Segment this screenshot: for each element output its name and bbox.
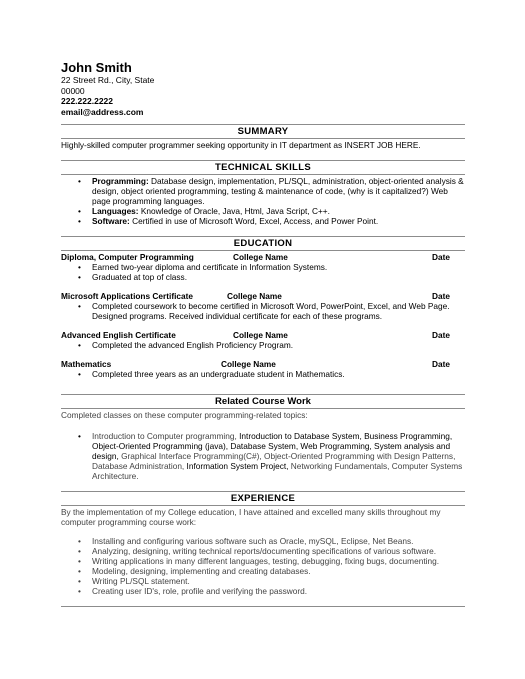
bullet-text: Creating user ID's, role, profile and verifying the password. [92,585,308,596]
bullet-text: Modeling, designing, implementing and creating databases. [92,565,311,576]
bullet-text: Completed the advanced English Proficiency Program. [92,339,294,350]
contact-block [61,75,154,117]
education-bullets [61,370,465,380]
college-label: College Name [233,329,288,340]
skills-item-software [61,217,465,227]
experience-title: EXPERIENCE [61,491,465,506]
education-section [61,236,465,380]
skills-label: Languages: [92,205,139,216]
bullet-text: Completed coursework to become certified in Microsoft Word, PowerPoint, Excel, and Web Page. Designed programs. Received individual certificate for each of these programs. [92,300,450,321]
education-entry [61,331,465,351]
skills-item-programming [61,177,465,207]
course-text: Information System Project, [186,460,289,471]
degree-label: Diploma, Computer Programming [61,252,194,262]
college-label: College Name [233,252,288,262]
bullet-icon: • [78,575,81,586]
bullet-text: Installing and configuring various software such as Oracle, mySQL, Eclipse, Net Beans. [92,535,414,546]
course-text: Introduction to Database System, Business Programming, Object-Oriented Programming (java), Database System, Web Programming, System analysis and design, [92,430,453,461]
education-body [61,251,465,380]
bullet-text: Earned two-year diploma and certificate in Information Systems. [92,262,328,272]
bullet-text: Writing applications in many different languages, testing, debugging, fixing bugs, documenting. [92,555,439,566]
list-item [61,341,465,351]
college-label: College Name [227,290,282,301]
bullet-text: Writing PL/SQL statement. [92,575,190,586]
education-bullets [61,341,465,351]
phone-line: 222.222.2222 [61,96,113,106]
course-text: Networking Fundamentals, Computer Systems Architecture. [92,460,463,481]
college-label: College Name [221,358,276,369]
summary-section [61,124,465,151]
bullet-icon: • [78,430,81,441]
list-item [61,370,465,380]
bullet-icon: • [78,300,81,311]
bullet-icon: • [78,339,81,350]
degree-label: Mathematics [61,358,112,369]
bullet-icon: • [78,205,81,216]
skills-text: Knowledge of Oracle, Java, Html, Java Script, C++. [138,205,330,216]
bullet-text: Analyzing, designing, writing technical reports/documenting specifications of various software. [92,545,437,556]
bullet-text: Graduated at top of class. [92,271,188,282]
bullet-icon: • [78,565,81,576]
education-entry [61,292,465,322]
skills-label: Programming: [92,176,149,186]
course-text: Introduction to Computer programming, [92,430,240,441]
email-line: email@address.com [61,106,144,117]
education-entry [61,360,465,380]
course-text: Graphical Interface Programming(C#), Object-Oriented Programming with Design Patterns, Database Administration, [92,450,456,471]
education-bullets [61,302,465,322]
date-label: Date [432,290,450,301]
bullet-icon: • [78,262,81,272]
coursework-list [61,432,465,482]
coursework-item [61,432,465,482]
experience-list [61,537,465,597]
coursework-section [61,394,465,482]
date-label: Date [432,358,450,369]
experience-section [61,491,465,597]
list-item [61,302,465,322]
resume-header [61,61,154,117]
experience-intro: By the implementation of my College education, I have attained and excelled many skills throughout my computer programming course work: [61,507,441,527]
date-label: Date [432,329,450,340]
summary-title: SUMMARY [61,124,465,139]
list-item [61,587,465,597]
bullet-icon: • [78,368,81,379]
address-line: 22 Street Rd., City, State [61,75,155,85]
skills-section [61,160,465,227]
coursework-intro: Completed classes on these computer programming-related topics: [61,410,308,420]
list-item [61,273,465,283]
skills-list [61,175,465,227]
degree-label: Microsoft Applications Certificate [61,290,194,301]
skills-title: TECHNICAL SKILLS [61,160,465,175]
bullet-icon: • [78,271,81,282]
skills-text: Certified in use of Microsoft Word, Excel, Access, and Power Point. [129,215,379,226]
zip-line: 00000 [61,85,85,96]
bullet-icon: • [78,176,81,186]
degree-label: Advanced English Certificate [61,329,176,340]
bullet-icon: • [78,215,81,226]
bullet-icon: • [78,585,81,596]
education-bullets [61,263,465,283]
candidate-name: John Smith [61,60,132,75]
bullet-text: Completed three years as an undergraduate student in Mathematics. [92,368,345,379]
bullet-icon: • [78,535,81,546]
skills-label: Software: [92,215,130,226]
education-entry [61,253,465,283]
bullet-icon: • [78,545,81,556]
coursework-title: Related Course Work [61,394,465,409]
education-title: EDUCATION [61,236,465,251]
skills-text: Database design, implementation, PL/SQL, administration, object-oriented analysis & design, object oriented programming, testing & maintenance of code, (why is it capitalized?) Web page programming languages. [92,176,464,206]
summary-text: Highly-skilled computer programmer seeking opportunity in IT department as INSERT JOB HERE. [61,140,421,150]
bottom-divider [61,606,465,607]
date-label: Date [432,252,450,262]
bullet-icon: • [78,555,81,566]
